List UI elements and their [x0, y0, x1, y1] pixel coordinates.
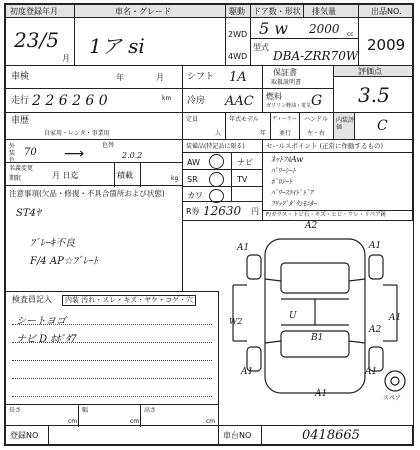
- door-displacement-box: [250, 17, 359, 39]
- sales-line-5: ﾌﾘｯﾌﾟﾀﾞｳﾝﾓﾆﾀｰ: [271, 200, 317, 208]
- warranty-sub: 取扱説明書: [271, 79, 302, 86]
- inspector-title: 検査員記入: [12, 295, 52, 304]
- ownership-period: 期限: [9, 175, 22, 182]
- interior-value: C: [377, 118, 388, 134]
- sales-points-footer: F/ガラス・トビ石・キズ・ヒビ・ウレ・リペア跡: [266, 212, 387, 218]
- shaken-month: 月: [156, 73, 164, 82]
- mileage-value: 2 2 6 2 6 0: [32, 93, 108, 109]
- capacity-unit: 人: [215, 130, 222, 137]
- recycle-box: [182, 201, 263, 221]
- fuel-sub: ガソリン軽油・電気: [266, 103, 312, 109]
- dealer-label: ディーラー: [272, 116, 297, 122]
- shift-value: 1A: [229, 70, 247, 85]
- notes-title: 注意事項(欠品・修復・不具合箇所および状態): [9, 189, 165, 198]
- mark-a1-right: A1: [369, 241, 382, 251]
- displacement-header: [303, 4, 359, 18]
- lot-box: [358, 17, 413, 66]
- car-diagram: [219, 221, 413, 407]
- car-name-box: [74, 17, 226, 66]
- fuel-label: 燃料: [266, 92, 282, 101]
- dims-row: [5, 404, 219, 426]
- ownership-label: 名義変更: [9, 165, 34, 172]
- reg-no-label: 登録NO: [10, 431, 39, 440]
- mark-a1-right2: A1: [389, 313, 402, 323]
- drive-header: [225, 4, 251, 18]
- chassis-value-cell: [261, 425, 413, 445]
- first-reg-box: [5, 17, 75, 66]
- sales-line-1: ﾈｯﾄﾌﾙAw: [271, 155, 304, 164]
- shaken-year: 年: [116, 73, 124, 82]
- mark-a1-bl: A1: [241, 367, 254, 377]
- sales-line-4: ﾊﾟﾜｰｽﾗｲﾄﾞﾄﾞｱ: [271, 189, 313, 197]
- history-label: 車歴: [11, 116, 30, 126]
- inspector-tags: 内装 汚れ・スレ・キズ・ヤケ・コゲ・穴: [62, 295, 196, 306]
- door-shape-value: 5 w: [259, 19, 288, 38]
- car-name-label: 車名・グレード: [115, 7, 171, 16]
- aw-circle-icon: [209, 154, 224, 169]
- length-label: 長さ: [9, 407, 22, 414]
- inspector-line1: シートヨゴ: [16, 316, 66, 327]
- warranty-cell: [262, 65, 334, 89]
- drive-4wd: 4WD: [228, 52, 248, 61]
- recycle-value: 12630: [203, 204, 242, 218]
- color-value: 70: [24, 147, 37, 158]
- grade-label: 評価点: [358, 67, 382, 76]
- ac-value: AAC: [225, 94, 254, 109]
- model-year-cell: [225, 112, 271, 140]
- sales-points-title: セールスポイント (正常に作動するもの): [266, 142, 384, 150]
- inspector-line2: ナビ D ﾎﾎﾟﾀ7: [16, 334, 77, 345]
- first-reg-value: 23/5: [14, 28, 59, 52]
- ac-cell: [182, 88, 263, 113]
- sales-points-box: [262, 139, 413, 221]
- door-shape-label: ドア数・形状: [253, 7, 301, 16]
- equip-leather: カワ: [187, 191, 203, 200]
- lot-label: 出品NO.: [371, 7, 402, 16]
- equipment-box: [182, 139, 263, 202]
- dealer-sub: 並行: [279, 130, 292, 137]
- width-unit: cm: [130, 418, 140, 425]
- shaken-row: [5, 65, 183, 89]
- mark-a2-right: A2: [369, 325, 382, 335]
- first-reg-month-unit: 月: [62, 54, 70, 63]
- model-box: [250, 38, 359, 66]
- equip-sr: SR: [187, 175, 198, 184]
- car-name-header: [74, 4, 226, 18]
- notes-line2: ﾌﾞﾚｰｷ不良: [30, 238, 75, 249]
- fuel-cell: [262, 88, 334, 113]
- notes-line3: F/4 AP☆ﾌﾞﾚｰﾄ: [30, 256, 98, 267]
- inspector-box: [5, 291, 219, 405]
- sales-line-3: ﾎﾞﾛｼｰﾄ: [271, 178, 292, 186]
- displacement-label: 排気量: [312, 7, 336, 16]
- ownership-kg: kg: [171, 175, 179, 182]
- mileage-row: [5, 88, 183, 113]
- equip-aw: AW: [187, 158, 200, 167]
- mark-b1: B1: [311, 333, 324, 343]
- displacement-value: 2000: [309, 22, 340, 36]
- ownership-deduct: 積載: [117, 171, 133, 180]
- sr-circle-icon: [209, 172, 224, 187]
- history-row: [5, 112, 183, 140]
- displacement-unit: cc: [347, 31, 354, 38]
- grade-value: 3.5: [358, 83, 390, 107]
- ownership-row: [5, 162, 183, 186]
- shift-cell: [182, 65, 263, 89]
- ownership-date: 月 日迄: [52, 171, 79, 180]
- model-year-label: 年式モデル: [229, 116, 259, 123]
- drive-label: 駆動: [229, 7, 245, 16]
- mark-a1-br: A1: [365, 367, 378, 377]
- height-unit: cm: [206, 418, 216, 425]
- color-arrow-icon: ⟶: [64, 146, 85, 162]
- equip-tv: TV: [237, 175, 248, 184]
- handle-label: ハンドル: [304, 116, 329, 123]
- grade-box: [333, 76, 413, 113]
- first-reg-label: 初度登録年月: [10, 7, 58, 16]
- lot-value: 2009: [367, 36, 406, 54]
- mark-w2: W2: [229, 317, 243, 326]
- length-unit: cm: [68, 418, 78, 425]
- auction-sheet: [4, 3, 414, 446]
- chassis-value: 0418665: [302, 428, 360, 443]
- interior-value-cell: [354, 112, 413, 140]
- mark-a2-top: A2: [305, 221, 318, 231]
- color-row: [5, 139, 183, 163]
- equipment-title: 装備品(特記品に限る): [186, 143, 245, 150]
- mark-a1-left: A1: [237, 243, 250, 253]
- color-no-label: 色替: [102, 142, 115, 149]
- notes-line1: ST4ﾔ: [16, 208, 41, 219]
- height-label: 高さ: [144, 407, 157, 414]
- equip-nav: ナビ: [237, 158, 253, 167]
- reg-no-cell: [5, 425, 49, 445]
- chassis-label: 車台NO: [223, 431, 252, 440]
- model-label: 型式: [253, 43, 269, 52]
- handle-sub: 左・右: [307, 130, 326, 137]
- recycle-label: R券: [186, 207, 200, 216]
- door-header: [250, 4, 304, 18]
- spare-label: スペア: [383, 395, 402, 402]
- mark-u: U: [289, 311, 297, 321]
- color-label: 外装色: [9, 143, 16, 164]
- notes-box: [5, 185, 183, 292]
- reg-no-value-cell: [48, 425, 219, 445]
- capacity-cell: [182, 112, 226, 140]
- history-sub: 自家用・レンタ・事業用: [44, 130, 110, 137]
- model-year-unit: 年: [260, 130, 267, 137]
- fuel-value: G: [311, 93, 323, 109]
- recycle-unit: 円: [251, 207, 259, 216]
- shift-label: シフト: [187, 72, 215, 82]
- chassis-cell: [218, 425, 262, 445]
- shaken-label: 車検: [11, 72, 30, 82]
- mileage-unit: km: [162, 95, 172, 102]
- interior-label: 内装評価: [336, 117, 355, 131]
- interior-label-cell: [333, 112, 355, 140]
- drive-2wd: 2WD: [228, 30, 248, 39]
- first-reg-header: [5, 4, 75, 18]
- model-value: DBA-ZRR70W: [273, 49, 359, 63]
- mileage-label: 走行: [11, 96, 30, 106]
- ac-label: 冷房: [187, 96, 206, 106]
- car-name-value: 1ア si: [89, 34, 145, 58]
- mark-a1-bottom: A1: [315, 389, 328, 399]
- sales-line-2: ﾊﾟﾜｰｼｰﾄ: [271, 167, 296, 175]
- dealer-cell: [270, 112, 300, 140]
- handle-cell: [299, 112, 334, 140]
- drive-box: [225, 17, 251, 66]
- warranty-label: 保証書: [273, 68, 297, 77]
- capacity-label: 定員: [186, 116, 199, 123]
- lot-header: [358, 4, 413, 18]
- width-label: 幅: [82, 407, 89, 414]
- color-change-value: 2.0.2: [122, 151, 143, 160]
